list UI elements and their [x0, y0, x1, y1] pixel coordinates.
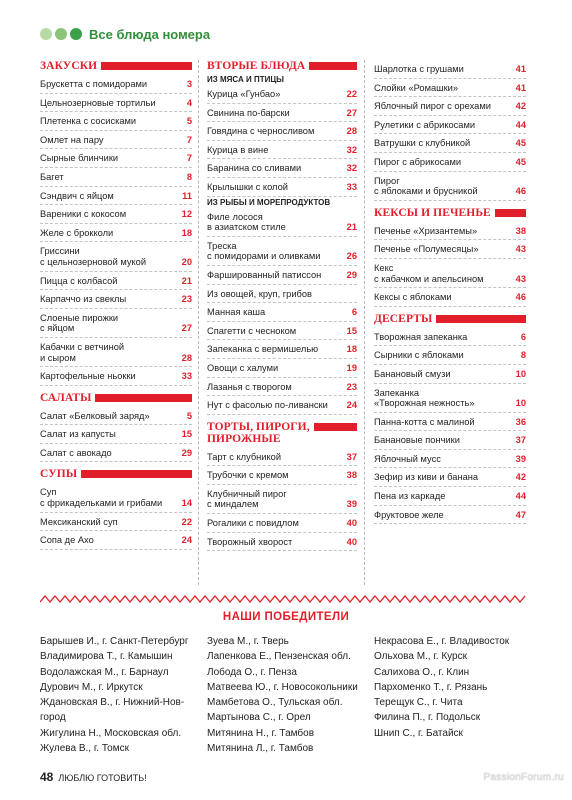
recipe-item	[40, 338, 192, 367]
recipe-name: Фруктовое желе	[374, 509, 444, 520]
page-ref: 38	[346, 470, 357, 481]
page-ref: 33	[346, 181, 357, 192]
section-title: САЛАТЫ	[40, 391, 92, 404]
section-title: ЗАКУСКИ	[40, 60, 98, 72]
recipe-name: Зефир из киви и банана	[374, 472, 479, 483]
recipe-name: Сэндвич с яйцом	[40, 190, 114, 201]
recipe-name: Багет	[40, 171, 64, 182]
recipe-item	[374, 97, 526, 116]
page-ref: 22	[181, 516, 192, 527]
recipe-name: Суп с фрикадельками и грибами	[40, 487, 163, 509]
recipe-name: Тарт с клубникой	[207, 451, 282, 462]
page-ref: 46	[515, 186, 526, 197]
winner-entry: Зуева М., г. Тверь	[207, 636, 289, 647]
recipe-item	[207, 378, 357, 397]
recipe-item	[374, 240, 526, 259]
page-ref: 7	[186, 153, 192, 164]
recipe-name: Брускетта с помидорами	[40, 79, 148, 89]
recipe-item	[374, 487, 526, 506]
recipe-item	[40, 187, 192, 206]
page-ref: 33	[181, 371, 192, 382]
recipe-name: Говядина с черносливом	[207, 126, 315, 137]
magazine-name: ЛЮБЛЮ ГОТОВИТЬ!	[58, 773, 147, 783]
recipe-name: Крылышки с колой	[207, 181, 288, 192]
winner-entry: Шнип С., г. Батайск	[374, 727, 463, 739]
page-ref: 5	[186, 116, 192, 127]
page-ref: 23	[181, 294, 192, 305]
recipe-name: Яблочный пирог с орехами	[374, 101, 491, 112]
recipe-item	[40, 168, 192, 187]
recipe-name: Из овощей, круп, грибов	[207, 288, 312, 299]
page-ref: 18	[181, 227, 192, 238]
recipe-section	[374, 60, 526, 201]
page-number: 48	[40, 770, 54, 784]
subsection-label: ИЗ РЫБЫ И МОРЕПРОДУКТОВ	[207, 197, 331, 207]
winner-entry: Владимирова Т., г. Камышин	[40, 651, 173, 663]
recipe-name: Цельнозерновые тортильи	[40, 97, 156, 108]
recipe-item	[374, 384, 526, 413]
section-title: ВТОРЫЕ БЛЮДА	[207, 60, 306, 72]
recipe-item	[374, 222, 526, 241]
recipe-item	[374, 365, 526, 384]
recipe-name: Треска с помидорами и оливками	[207, 240, 321, 262]
recipe-item	[207, 466, 357, 485]
green-dot-icon	[40, 28, 52, 40]
recipe-item	[40, 272, 192, 291]
section-heading	[374, 207, 526, 219]
recipe-name: Салат из капусты	[40, 429, 116, 440]
recipe-item	[207, 122, 357, 141]
section-bar	[436, 315, 526, 323]
page-ref: 39	[515, 453, 526, 464]
recipe-item	[40, 483, 192, 512]
page-ref: 18	[346, 344, 357, 355]
recipe-name: Свинина по-барски	[207, 107, 290, 118]
recipe-item	[40, 407, 192, 426]
page-footer	[40, 770, 147, 784]
section-bar	[314, 423, 357, 431]
page-ref: 46	[515, 292, 526, 303]
recipe-section	[40, 60, 192, 386]
page-ref: 40	[346, 536, 357, 547]
recipe-item	[40, 444, 192, 463]
recipe-section	[40, 468, 192, 549]
section-bar	[81, 470, 192, 478]
section-title: СУПЫ	[40, 468, 78, 481]
page-ref: 21	[346, 222, 357, 233]
page-ref: 10	[515, 368, 526, 379]
winner-entry: Матвеева Ю., г. Новосокольники	[207, 681, 358, 693]
winner-entry: Филина П., г. Подольск	[374, 712, 481, 724]
recipe-name: Слойки «Ромашки»	[374, 82, 459, 93]
page-ref: 27	[346, 107, 357, 118]
winner-entry: Некрасова Е., г. Владивосток	[374, 636, 510, 647]
recipe-item	[207, 448, 357, 467]
recipe-name: Пена из каркаде	[374, 491, 446, 502]
recipe-item	[40, 75, 192, 94]
page-ref: 15	[181, 429, 192, 440]
recipe-name: Банановый смузи	[374, 368, 451, 379]
winner-entry: Мамбетова О., Тульская обл.	[207, 697, 343, 709]
page-ref: 37	[346, 451, 357, 462]
page-ref: 22	[346, 89, 357, 99]
green-dot-icon	[55, 28, 67, 40]
page-ref: 32	[346, 163, 357, 174]
recipe-item	[40, 531, 192, 550]
recipe-item	[207, 159, 357, 178]
recipe-name: Печенье «Хризантемы»	[374, 225, 478, 236]
page-ref: 23	[346, 381, 357, 392]
page-ref: 42	[515, 472, 526, 483]
recipe-name: Салат с авокадо	[40, 447, 112, 458]
section-heading	[40, 392, 192, 404]
winner-entry: Жулева В., г. Томск	[40, 743, 129, 755]
winners-column-2	[207, 634, 367, 756]
winner-entry: Митянина Л., г. Тамбов	[207, 743, 314, 755]
recipe-name: Запеканка с вермишелью	[207, 344, 319, 355]
recipe-name: Рогалики с повидлом	[207, 518, 299, 529]
recipe-column-3	[374, 60, 526, 524]
recipe-item	[207, 396, 357, 415]
recipe-item	[207, 359, 357, 378]
section-title: КЕКСЫ И ПЕЧЕНЬЕ	[374, 206, 491, 219]
recipe-item	[374, 468, 526, 487]
recipe-name: Филе лосося в азиатском стиле	[207, 211, 286, 233]
winner-entry: Лапенкова Е., Пензенская обл.	[207, 651, 351, 663]
subsection-label: ИЗ МЯСА И ПТИЦЫ	[207, 75, 285, 84]
recipe-item	[40, 131, 192, 150]
page-ref: 20	[181, 256, 192, 267]
recipe-name: Банановые пончики	[374, 435, 460, 446]
recipe-name: Печенье «Полумесяцы»	[374, 244, 479, 255]
section-heading	[40, 468, 192, 480]
recipe-name: Рулетики с абрикосами	[374, 119, 476, 130]
recipe-section	[374, 313, 526, 525]
recipe-item	[40, 425, 192, 444]
recipe-item	[207, 85, 357, 104]
recipe-name: Салат «Белковый заряд»	[40, 410, 150, 421]
recipe-name: Карпаччо из свеклы	[40, 294, 127, 305]
recipe-item	[40, 367, 192, 386]
winner-entry: Дурович М., г. Иркутск	[40, 681, 143, 693]
recipe-name: Лазанья с творогом	[207, 381, 292, 392]
page-ref: 44	[515, 119, 526, 130]
page-title: Все блюда номера	[89, 26, 211, 42]
winner-entry: Митянина Н., г. Тамбов	[207, 727, 315, 739]
page-ref: 36	[515, 416, 526, 427]
winner-entry: Жигулина Н., Московская обл.	[40, 727, 182, 739]
section-heading	[40, 60, 192, 72]
recipe-name: Слоеные пирожки с яйцом	[40, 312, 119, 334]
recipe-name: Нут с фасолью по-ливански	[207, 400, 328, 411]
recipe-item	[207, 340, 357, 359]
recipe-item	[207, 104, 357, 123]
winner-entry: Мартынова С., г. Орел	[207, 712, 311, 724]
recipe-item	[40, 205, 192, 224]
zigzag-divider	[40, 594, 526, 604]
page-ref: 40	[346, 518, 357, 529]
recipe-name: Пирог с абрикосами	[374, 156, 462, 167]
page-ref: 41	[515, 64, 526, 74]
recipe-name: Клубничный пирог с миндалем	[207, 488, 287, 510]
watermark: PassionForum.ru	[483, 772, 564, 783]
recipe-name: Баранина со сливами	[207, 163, 302, 174]
page-ref: 41	[515, 82, 526, 93]
winner-entry: Пархоменко Т., г. Рязань	[374, 681, 488, 693]
winner-entry: Терещук С., г. Чита	[374, 697, 463, 709]
recipe-item	[207, 485, 357, 514]
winner-entry: Барышев И., г. Санкт-Петербург	[40, 636, 189, 647]
recipe-item	[207, 266, 357, 285]
recipe-name: Курица в вине	[207, 144, 269, 155]
page-ref: 43	[515, 244, 526, 255]
page-ref: 8	[186, 171, 192, 182]
recipe-name: Творожный хворост	[207, 536, 293, 547]
page-ref: 38	[515, 225, 526, 236]
recipe-section	[374, 207, 526, 307]
page-ref: 11	[182, 190, 192, 201]
section-heading	[207, 421, 357, 445]
recipe-item	[374, 506, 526, 525]
recipe-item	[374, 153, 526, 172]
recipe-item	[207, 533, 357, 552]
recipe-name: Гриссини с цельнозерновой мукой	[40, 246, 147, 267]
recipe-item	[40, 224, 192, 243]
recipe-name: Омлет на пару	[40, 134, 104, 145]
page-ref: 47	[515, 509, 526, 520]
page-ref: 12	[181, 209, 192, 220]
page-ref: 45	[515, 138, 526, 149]
recipe-name: Запеканка «Творожная нежность»	[374, 387, 475, 409]
page-ref: 42	[515, 101, 526, 112]
page-ref: 21	[181, 275, 192, 286]
page-ref: 44	[515, 491, 526, 502]
section-bar	[101, 62, 192, 70]
recipe-name: Манная каша	[207, 307, 266, 318]
page-ref: 6	[351, 307, 357, 318]
page-ref: 3	[186, 79, 192, 89]
page-ref: 4	[186, 97, 192, 108]
recipe-name: Кабачки с ветчиной и сыром	[40, 341, 125, 363]
page-ref: 32	[346, 144, 357, 155]
recipe-name: Кексы с яблоками	[374, 292, 452, 303]
recipe-name: Трубочки с кремом	[207, 470, 289, 481]
recipe-name: Картофельные ньокки	[40, 371, 136, 382]
recipe-name: Сырные блинчики	[40, 153, 119, 164]
recipe-name: Желе с брокколи	[40, 227, 114, 238]
recipe-name: Пицца с колбасой	[40, 275, 118, 286]
recipe-item	[374, 259, 526, 288]
page-ref: 24	[346, 400, 357, 411]
recipe-item	[40, 112, 192, 131]
green-dot-icon	[70, 28, 82, 40]
recipe-item	[40, 309, 192, 338]
recipe-name: Курица «Гунбао»	[207, 89, 281, 99]
recipe-column-1	[40, 60, 192, 550]
recipe-item	[374, 450, 526, 469]
page-ref: 45	[515, 156, 526, 167]
recipe-item	[40, 94, 192, 113]
section-heading	[374, 313, 526, 325]
recipe-item	[374, 413, 526, 432]
recipe-item	[207, 237, 357, 266]
page-ref: 8	[520, 350, 526, 361]
recipe-item	[207, 178, 357, 197]
recipe-name: Фаршированный патиссон	[207, 269, 322, 280]
recipe-section	[207, 421, 357, 552]
recipe-item	[374, 79, 526, 98]
recipe-name: Мексиканский суп	[40, 516, 118, 527]
winner-entry: Ольхова М., г. Курск	[374, 651, 467, 663]
recipe-name: Кекс с кабачком и апельсином	[374, 262, 484, 284]
page-ref: 37	[515, 435, 526, 446]
recipe-name: Спагетти с чесноком	[207, 325, 297, 336]
winners-title: НАШИ ПОБЕДИТЕЛИ	[222, 611, 350, 623]
recipe-name: Панна-котта с малиной	[374, 416, 475, 427]
recipe-name: Сопа де Ахо	[40, 535, 94, 546]
section-bar	[309, 62, 357, 70]
recipe-name: Пирог с яблоками и брусникой	[374, 175, 478, 197]
section-bar	[95, 394, 192, 402]
section-header	[40, 26, 210, 42]
recipe-item	[40, 290, 192, 309]
winner-entry: Салихова О., г. Клин	[374, 666, 470, 678]
page-ref: 15	[346, 325, 357, 336]
column-divider	[364, 60, 365, 585]
recipe-item	[374, 288, 526, 307]
page-ref: 7	[186, 134, 192, 145]
recipe-item	[374, 60, 526, 79]
recipe-item	[374, 346, 526, 365]
winners-column-3	[374, 634, 526, 741]
recipe-item	[374, 116, 526, 135]
page-ref: 43	[515, 273, 526, 284]
page-ref: 26	[346, 251, 357, 262]
page-ref: 29	[181, 447, 192, 458]
recipe-item	[207, 514, 357, 533]
section-title: ДЕСЕРТЫ	[374, 312, 433, 325]
page-ref: 19	[346, 362, 357, 373]
winners-column-1	[40, 634, 200, 756]
recipe-item	[207, 141, 357, 160]
page-ref: 14	[181, 498, 192, 509]
page-ref: 10	[515, 398, 526, 409]
recipe-item	[374, 172, 526, 201]
recipe-name: Яблочный мусс	[374, 453, 441, 464]
winner-entry: Ждановская В., г. Нижний-Нов- город	[40, 697, 185, 724]
recipe-item	[207, 285, 357, 304]
column-divider	[198, 60, 199, 585]
recipe-section	[207, 60, 357, 415]
recipe-item	[40, 242, 192, 271]
page-ref: 5	[186, 410, 192, 421]
recipe-name: Шарлотка с грушами	[374, 64, 464, 74]
recipe-name: Ватрушки с клубникой	[374, 138, 471, 149]
recipe-name: Сырники с яблоками	[374, 350, 464, 361]
recipe-section	[40, 392, 192, 463]
page-ref: 6	[520, 331, 526, 342]
page-ref: 28	[181, 352, 192, 363]
recipe-name: Плетенка с сосисками	[40, 116, 137, 127]
recipe-item	[207, 208, 357, 237]
section-bar	[495, 209, 526, 217]
recipe-item	[374, 431, 526, 450]
page-ref: 24	[181, 535, 192, 546]
recipe-name: Овощи с халуми	[207, 362, 279, 373]
recipe-item	[40, 513, 192, 532]
recipe-column-2	[207, 60, 357, 551]
winner-entry: Водолажская М., г. Барнаул	[40, 666, 169, 678]
section-heading	[207, 60, 357, 72]
page-ref: 29	[346, 269, 357, 280]
recipe-item	[374, 328, 526, 347]
recipe-name: Творожная запеканка	[374, 331, 468, 342]
recipe-item	[207, 322, 357, 341]
winner-entry: Лобода О., г. Пенза	[207, 666, 297, 678]
page-ref: 27	[181, 323, 192, 334]
recipe-item	[207, 303, 357, 322]
recipe-name: Вареники с кокосом	[40, 209, 127, 220]
section-title: ТОРТЫ, ПИРОГИ, ПИРОЖНЫЕ	[207, 420, 310, 445]
recipe-item	[374, 134, 526, 153]
page-ref: 28	[346, 126, 357, 137]
page-ref: 39	[346, 499, 357, 510]
recipe-item	[40, 149, 192, 168]
